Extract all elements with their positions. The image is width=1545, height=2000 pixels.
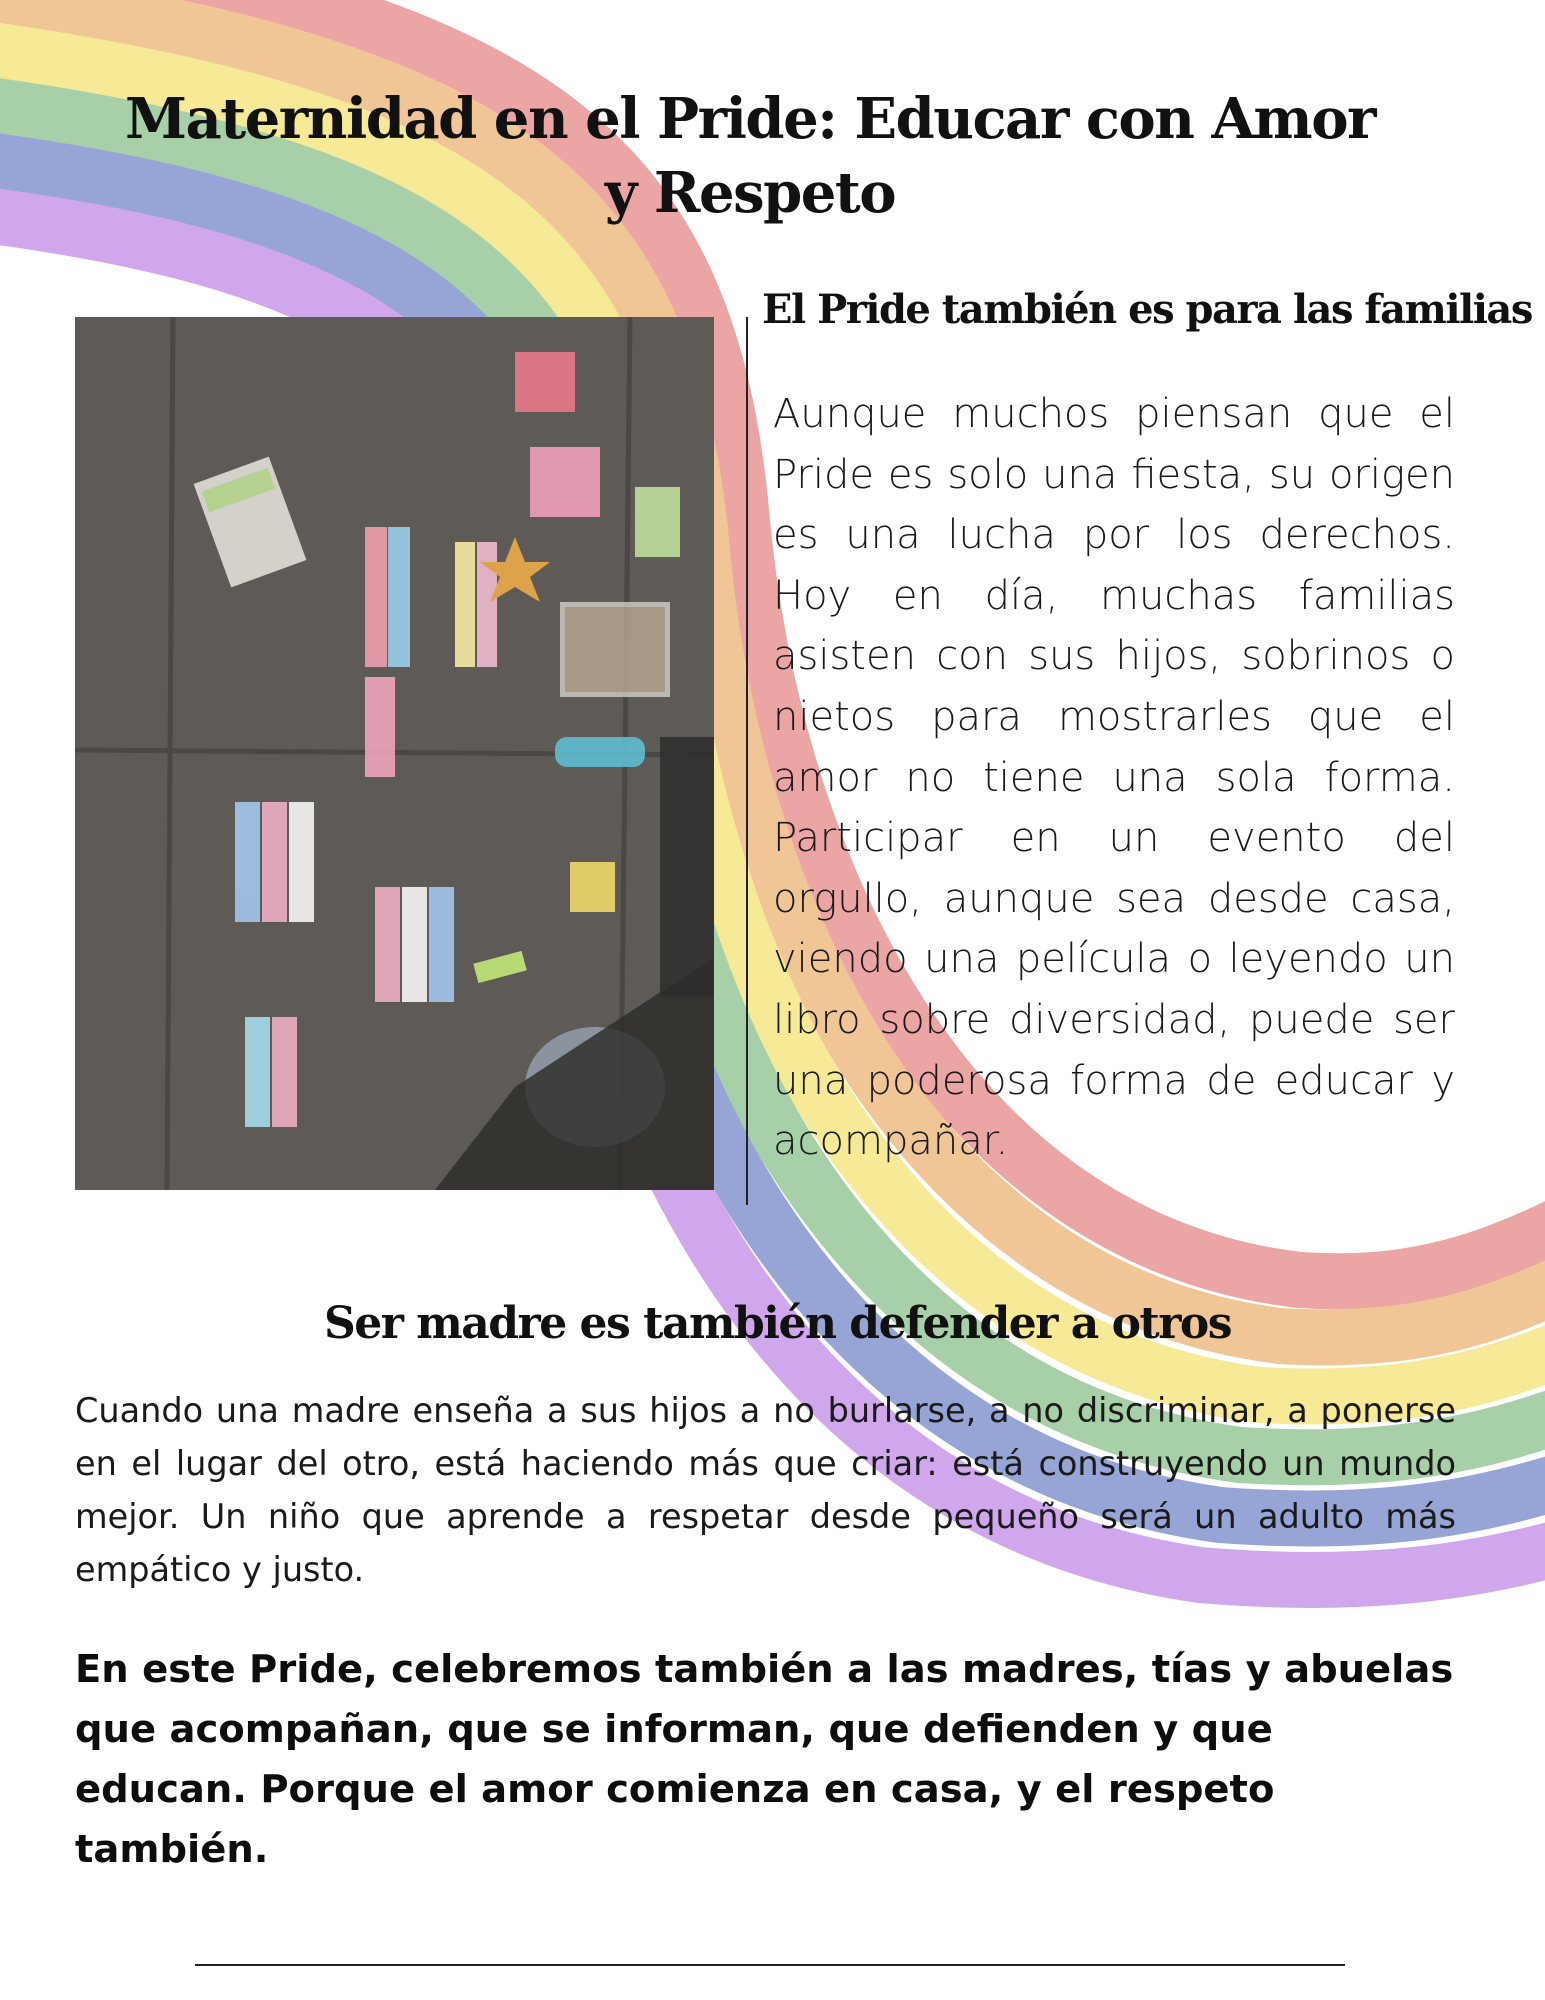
closing-statement: En este Pride, celebremos también a las madres, tías y abuelas que acompañan, que se informan, que defienden y que educan. Porque el amor comienza en casa, y el respeto también. [75, 1647, 1454, 1872]
footer-divider [195, 1964, 1345, 1966]
section2-heading: Ser madre es también defender a otros [323, 1298, 1232, 1349]
section1-body: Aunque muchos piensan que el Pride es solo una fiesta, su origen es una lucha por los derechos. Hoy en día, muchas familias asisten con sus hijos, sobrinos o nietos para mostrarles que el amor no tiene una sola forma. Participar en un evento del orgullo, aunque sea desde casa, viendo una película o leyendo un libro sobre diversidad, puede ser una poderosa forma de educar y acompañar. [773, 391, 1455, 1165]
vertical-divider [746, 317, 748, 1205]
chalk-drawings-photo [75, 317, 714, 1190]
page-title: Maternidad en el Pride: Educar con Amor y Respeto [124, 86, 1376, 226]
section2-body: Cuando una madre enseña a sus hijos a no burlarse, a no discriminar, a ponerse en el lugar del otro, está haciendo más que criar: está construyendo un mundo mejor. Un niño que aprende a respetar desde pequeño será un adulto más empático y justo. [75, 1391, 1456, 1589]
section1-heading: El Pride también es para las familias [762, 286, 1532, 333]
